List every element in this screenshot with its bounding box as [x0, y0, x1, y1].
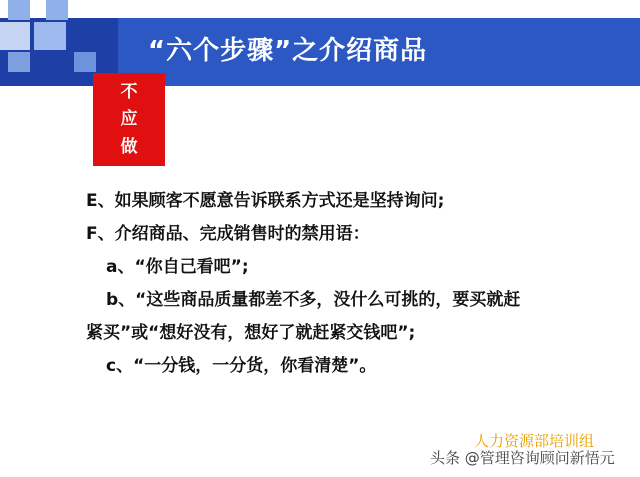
content-line: c、“一分钱，一分货，你看清楚”。 [106, 356, 377, 376]
decor-square [74, 52, 96, 72]
credit-text: 人力资源部培训组 [474, 432, 595, 450]
dont-label-box [93, 73, 165, 166]
decor-square [8, 0, 30, 20]
decor-square [8, 52, 30, 72]
decor-square [34, 22, 66, 50]
content-line: 紧买”或“想好没有，想好了就赶紧交钱吧”; [86, 323, 416, 343]
content-line: F、介绍商品、完成销售时的禁用语： [86, 224, 370, 244]
content-line: a、“你自己看吧”; [106, 257, 249, 277]
label-char: 应 [120, 109, 138, 129]
decor-square [0, 22, 30, 50]
label-char: 做 [120, 136, 138, 157]
content-line: E、如果顾客不愿意告诉联系方式还是坚持询问; [86, 191, 445, 211]
label-char: 不 [120, 81, 138, 102]
slide-title: “六个步骤”之介绍商品 [148, 36, 428, 66]
content-block [86, 185, 616, 383]
content-line: b、“这些商品质量都差不多，没什么可挑的，要买就赶 [106, 290, 521, 310]
decor-square [46, 0, 68, 20]
watermark-text: 头条 @管理咨询顾问新悟元 [430, 449, 615, 467]
